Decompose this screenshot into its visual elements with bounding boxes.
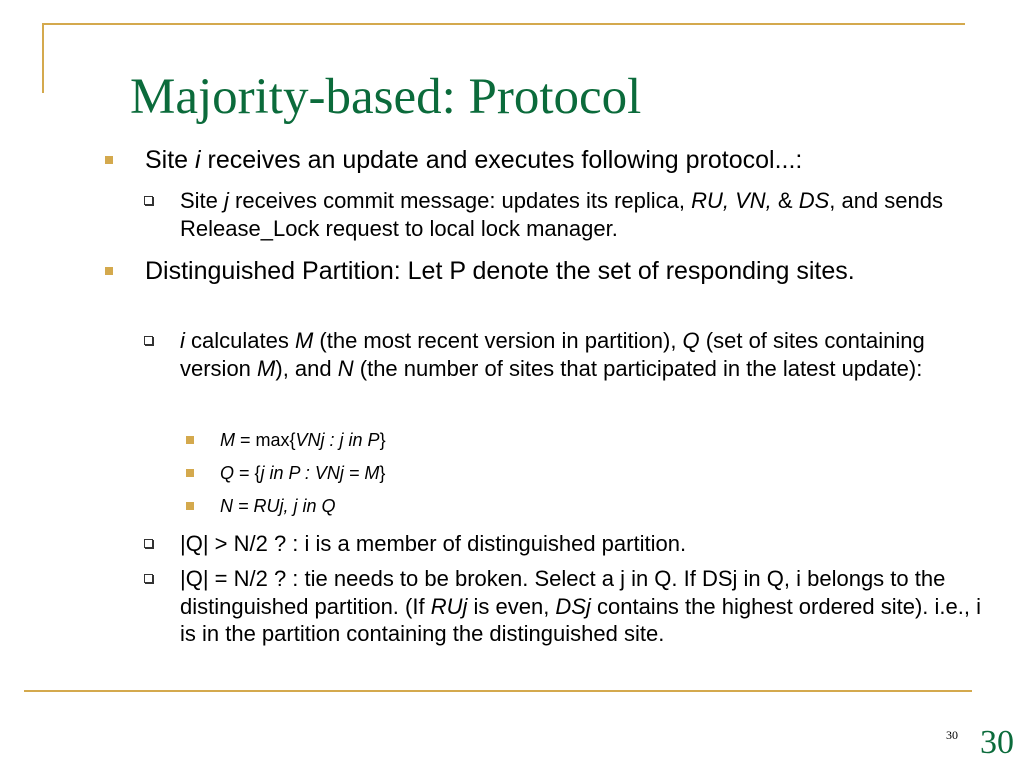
hollow-square-bullet-icon	[144, 196, 153, 205]
small-bullet-square-icon	[186, 436, 194, 444]
bottom-gold-rule	[24, 690, 972, 692]
text-part: = {	[234, 463, 261, 483]
text-part: DS	[798, 188, 830, 213]
text-part: M	[294, 328, 314, 353]
text-part: (the number of sites that participated in the latest update):	[353, 355, 923, 381]
text-part: }	[379, 463, 386, 483]
text-part: Q	[220, 463, 235, 483]
slide-title: Majority-based: Protocol	[130, 69, 642, 125]
text-part: |Q| > N/2 ? : i is a member of distinguished partition.	[180, 531, 687, 556]
text-part: Site	[145, 146, 196, 174]
text-part: VNj : j in P	[295, 430, 380, 450]
text-part: calculates	[184, 328, 295, 353]
hollow-square-bullet-icon	[144, 574, 153, 583]
text-part: M	[257, 355, 276, 381]
bullet-square-icon	[105, 267, 113, 275]
sub-bullet-commit-message	[180, 187, 985, 242]
bullet-square-icon	[105, 156, 113, 164]
bullet-item-distinguished-partition	[145, 256, 945, 287]
text-part: j in P : VNj = M	[260, 463, 380, 483]
small-bullet-square-icon	[186, 469, 194, 477]
text-part: i	[195, 146, 201, 174]
text-part: N = RUj, j in Q	[220, 496, 336, 516]
formula-m	[220, 429, 940, 452]
text-part: (set of sites containing version	[180, 328, 925, 381]
small-bullet-square-icon	[186, 502, 194, 510]
large-slide-number: 30	[980, 724, 1014, 761]
text-part: i	[180, 328, 185, 353]
text-part: ), and	[275, 355, 338, 381]
text-part: (the most recent version in partition),	[313, 328, 683, 353]
text-part: = max{	[235, 430, 296, 450]
hollow-square-bullet-icon	[144, 539, 153, 548]
top-gold-rule	[42, 23, 965, 25]
formula-q	[220, 462, 940, 485]
text-part: &	[771, 188, 799, 213]
text-part: Site	[180, 188, 225, 213]
text-part: is even,	[467, 593, 556, 619]
text-part: contains the highest ordered site). i.e., i is in the partition containing the distinguished site.	[180, 593, 981, 646]
text-part: |Q| = N/2 ? : tie needs to be broken. Select a j in Q. If DSj in Q, i belongs to the distinguished partition. (If	[180, 566, 946, 619]
left-gold-rule	[42, 23, 44, 93]
hollow-square-bullet-icon	[144, 336, 153, 345]
text-part: N	[337, 355, 354, 381]
text-part: M	[220, 430, 235, 450]
text-part: Q	[682, 328, 700, 353]
text-part: }	[379, 430, 386, 450]
small-slide-number: 30	[946, 728, 958, 742]
text-part: receives commit message: updates its replica,	[228, 188, 692, 213]
text-part: , and sends Release_Lock request to local lock manager.	[180, 188, 944, 241]
sub-bullet-calculation	[180, 327, 985, 382]
text-part: receives an update and executes following protocol...:	[200, 146, 803, 174]
text-part: Distinguished Partition: Let P denote the set of responding sites.	[145, 257, 855, 285]
bullet-item-site-i-update	[145, 145, 945, 176]
text-part: DSj	[555, 593, 591, 619]
sub-bullet-tie-rule	[180, 565, 985, 648]
text-part: j	[224, 188, 229, 213]
text-part: RU, VN,	[691, 188, 772, 213]
text-part: RUj	[430, 593, 468, 619]
sub-bullet-majority-rule	[180, 530, 985, 558]
formula-n	[220, 495, 940, 518]
